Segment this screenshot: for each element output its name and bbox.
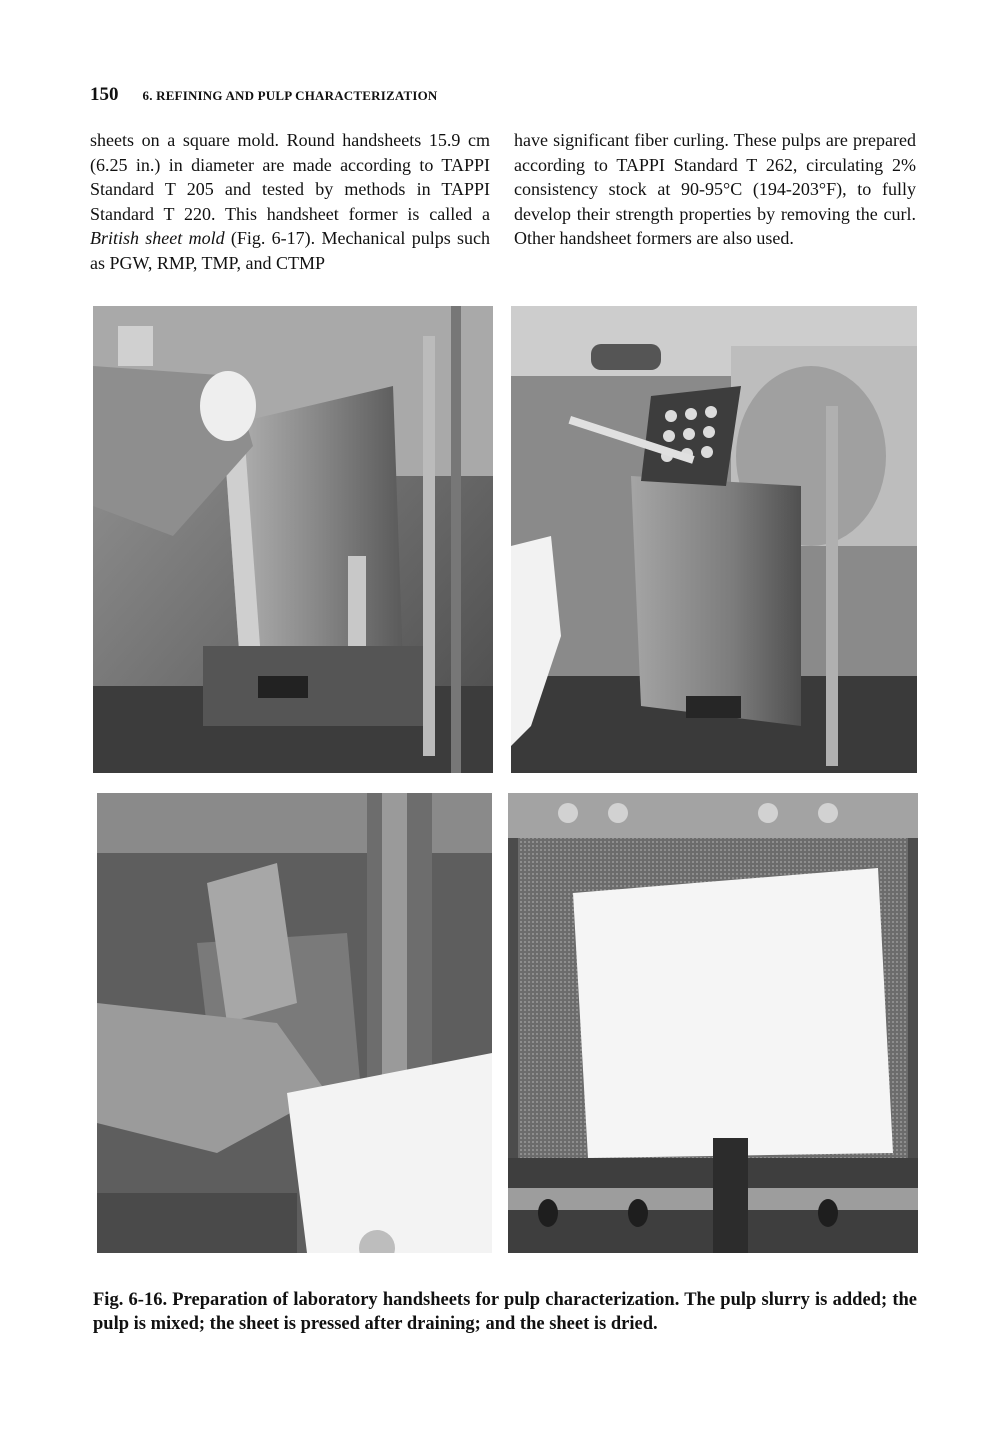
left-column-paragraph: sheets on a square mold. Round handsheets 15.9 cm (6.25 in.) in diameter are made according to TAPPI Standard T 205 and tested by methods in TAPPI Standard T 220. This handsheet former is called a British sheet mold (Fig. 6-17). Mechanical pulps such as PGW, RMP, TMP, and CTMP xyxy=(90,130,490,273)
photo-pulp-mixed xyxy=(511,306,917,773)
photo-sheet-dried xyxy=(508,793,918,1253)
photo-slurry-added xyxy=(93,306,493,773)
body-text-left-column xyxy=(90,128,490,276)
chapter-title: 6. REFINING AND PULP CHARACTERIZATION xyxy=(142,88,438,103)
italic-term: British sheet mold xyxy=(90,228,225,249)
figure-caption xyxy=(93,1288,917,1336)
figure-caption-text: Fig. 6-16. Preparation of laboratory handsheets for pulp characterization. The pulp slurry is added; the pulp is mixed; the sheet is pressed after draining; and the sheet is dried. xyxy=(93,1290,917,1334)
right-column-paragraph: have significant fiber curling. These pulps are prepared according to TAPPI Standard T 262, circulating 2% consistency stock at 90-95°C (194-203°F), to fully develop their strength properties by removing the curl. Other handsheet formers are also used. xyxy=(514,130,916,249)
photo-sheet-pressed xyxy=(97,793,492,1253)
running-header xyxy=(90,84,438,108)
page-number: 150 xyxy=(90,84,119,105)
body-text-right-column xyxy=(514,128,916,251)
